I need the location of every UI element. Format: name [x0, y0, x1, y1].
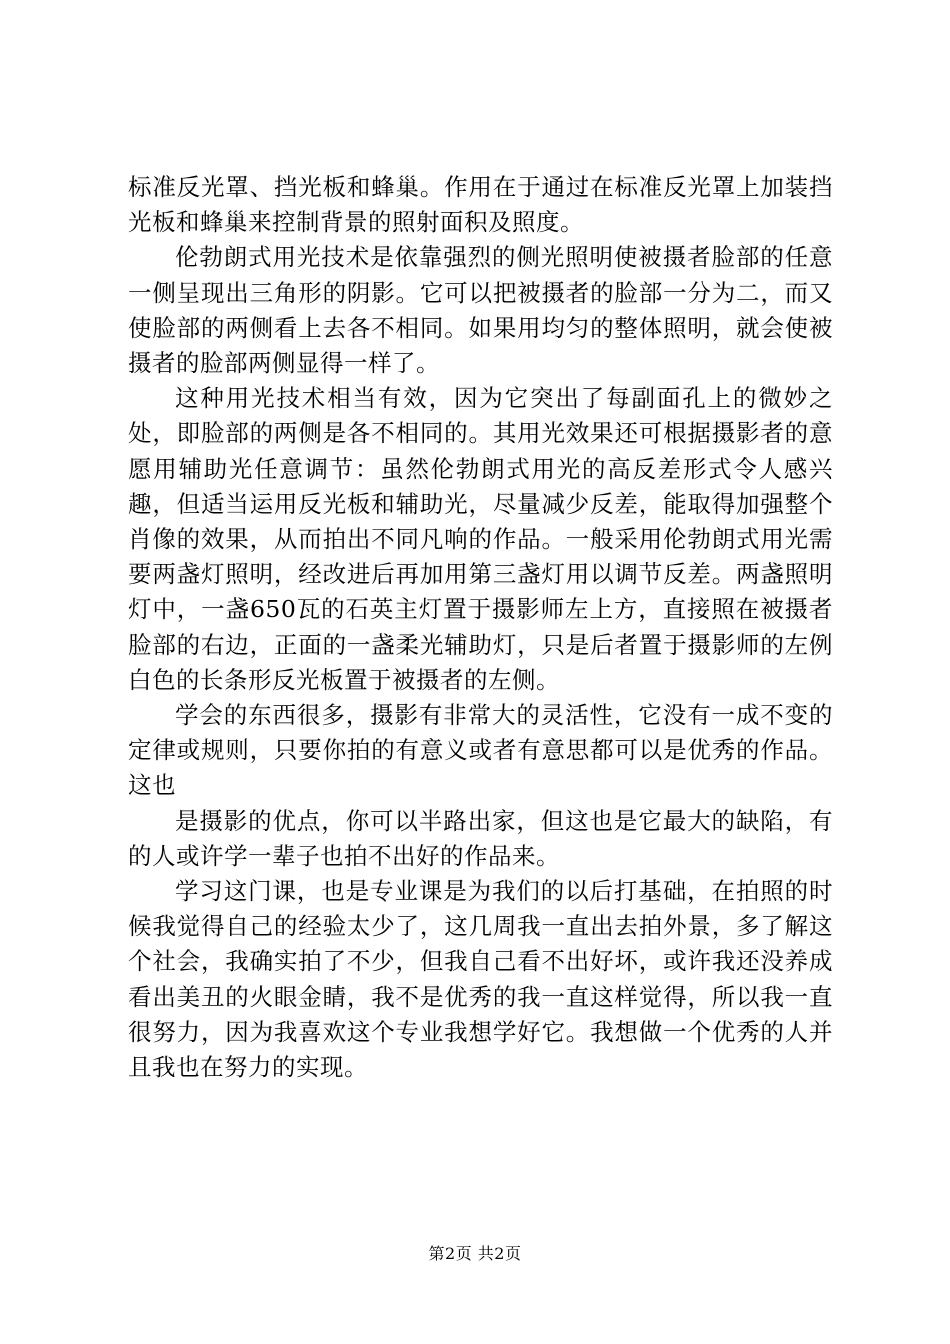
page-number: 第2页: [428, 1244, 473, 1263]
page-total: 共2页: [477, 1244, 522, 1263]
body-text: [128, 170, 833, 1085]
paragraph-continuation: 标准反光罩、挡光板和蜂巢。作用在于通过在标准反光罩上加装挡光板和蜂巢来控制背景的照射面积及照度。: [128, 173, 833, 237]
paragraph-lighting-technique: 这种用光技术相当有效，因为它突出了每副面孔上的微妙之处，即脸部的两侧是各不相同的。其用光效果还可根据摄影者的意愿用辅助光任意调节：虽然伦勃朗式用光的高反差形式令人感兴趣，但适当运用反光板和辅助光，尽量减少反差，能取得加强整个肖像的效果，从而拍出不同凡响的作品。一般采用伦勃朗式用光需要两盏灯照明，经改进后再加用第三盏灯用以调节反差。两盏照明灯中，一盏650瓦的石英主灯置于摄影师左上方，直接照在被摄者脸部的右边，正面的一盏柔光辅助灯，只是后者置于摄影师的左例白色的长条形反光板置于被摄者的左侧。: [128, 384, 833, 694]
page-footer: [0, 1244, 950, 1264]
paragraph-advantage: 是摄影的优点，你可以半路出家，但这也是它最大的缺陷，有的人或许学一辈子也拍不出好的作品来。: [128, 806, 833, 870]
paragraph-rembrandt-lighting: 伦勃朗式用光技术是依靠强烈的侧光照明使被摄者脸部的任意一侧呈现出三角形的阴影。它可以把被摄者的脸部一分为二，而又使脸部的两侧看上去各不相同。如果用均匀的整体照明，就会使被摄者的脸部两侧显得一样了。: [128, 243, 833, 378]
paragraph-reflection: 学习这门课，也是专业课是为我们的以后打基础，在拍照的时候我觉得自己的经验太少了，这几周我一直出去拍外景，多了解这个社会，我确实拍了不少，但我自己看不出好坏，或许我还没养成看出美丑的火眼金睛，我不是优秀的我一直这样觉得，所以我一直很努力，因为我喜欢这个专业我想学好它。我想做一个优秀的人并且我也在努力的实现。: [128, 877, 833, 1082]
paragraph-flexibility: 学会的东西很多，摄影有非常大的灵活性，它没有一成不变的定律或规则，只要你拍的有意义或者有意思都可以是优秀的作品。这也: [128, 701, 833, 800]
